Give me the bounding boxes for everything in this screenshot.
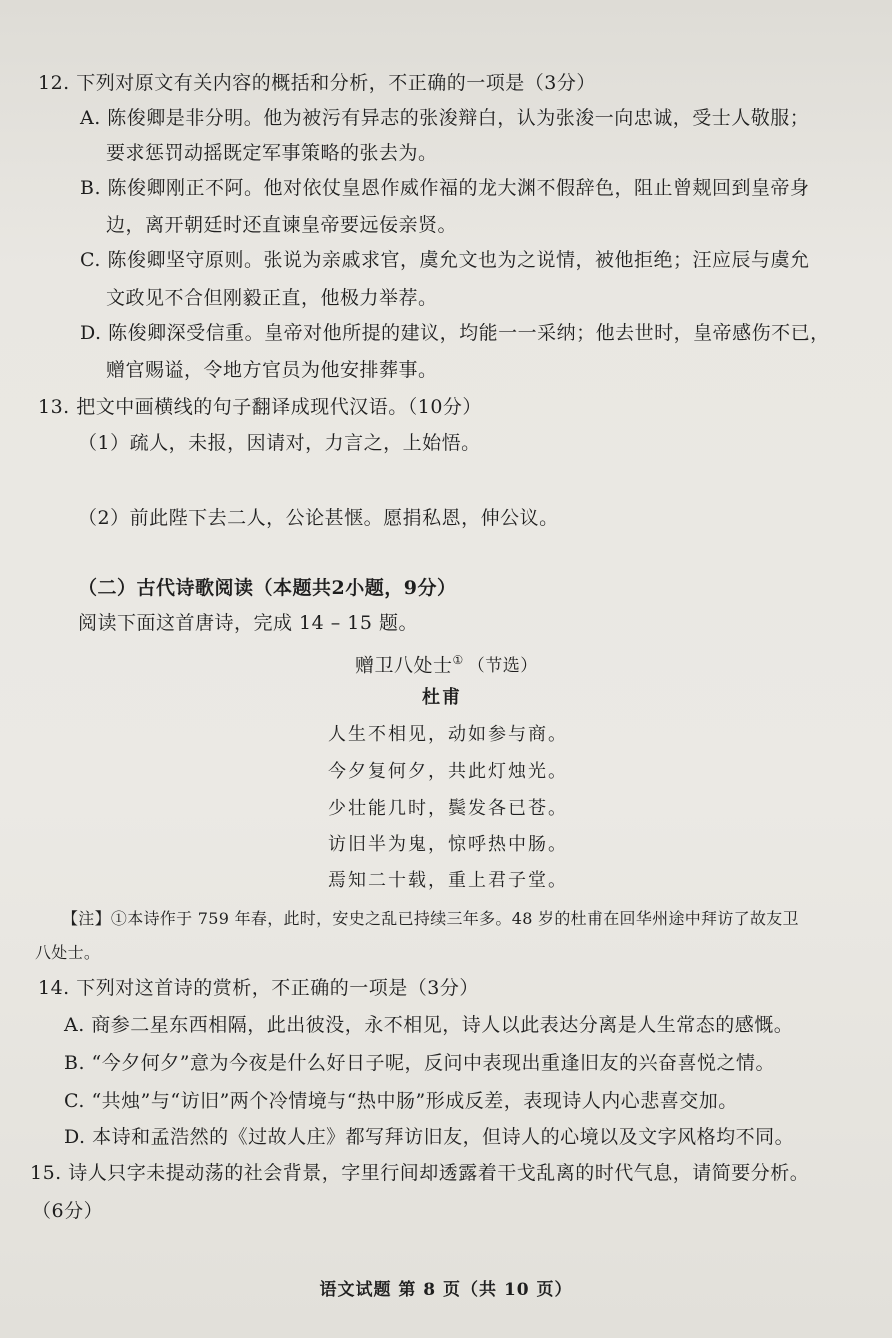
q12-option-c-cont: 文政见不合但刚毅正直，他极力举荐。: [106, 287, 438, 309]
q13-sentence-1: （1）疏人，未报，因请对，力言之，上始悟。: [78, 432, 481, 454]
poem-note-cont: 八处士。: [35, 943, 101, 962]
poem-line: 少壮能几时，鬓发各已苍。: [328, 798, 568, 819]
section-heading: （二）古代诗歌阅读（本题共2小题，9分）: [78, 577, 457, 599]
poem-line: 今夕复何夕，共此灯烛光。: [328, 761, 568, 782]
q15-stem: 15. 诗人只字未提动荡的社会背景，字里行间却透露着干戈乱离的时代气息，请简要分析。: [30, 1162, 810, 1184]
q12-option-b-cont: 边，离开朝廷时还直谏皇帝要远佞亲贤。: [106, 214, 458, 236]
poem-line: 焉知二十载，重上君子堂。: [328, 870, 568, 891]
page-footer: 语文试题 第 8 页（共 10 页）: [319, 1280, 573, 1300]
q12-option-d-cont: 赠官赐谥，令地方官员为他安排葬事。: [106, 359, 438, 381]
q12-option-c: C. 陈俊卿坚守原则。张说为亲戚求官，虞允文也为之说情，被他拒绝；汪应辰与虞允: [80, 249, 810, 271]
q12-option-d: D. 陈俊卿深受信重。皇帝对他所提的建议，均能一一采纳；他去世时，皇帝感伤不已，: [80, 322, 830, 344]
section-intro: 阅读下面这首唐诗，完成 14 – 15 题。: [78, 612, 419, 634]
q14-option-c: C. “共烛”与“访旧”两个冷情境与“热中肠”形成反差，表现诗人内心悲喜交加。: [64, 1090, 738, 1112]
poem-author: 杜甫: [422, 687, 462, 708]
poem-title: [355, 647, 538, 679]
poem-title-text: 赠卫八处士: [355, 654, 453, 677]
q15-stem-cont: （6分）: [32, 1200, 104, 1222]
poem-subtitle: （节选）: [467, 656, 538, 677]
poem-line: 访旧半为鬼，惊呼热中肠。: [328, 834, 568, 855]
poem-note: 【注】①本诗作于 759 年春，此时，安史之乱已持续三年多。48 岁的杜甫在回华州途中拜访了故友卫: [62, 909, 799, 928]
q12-option-b: B. 陈俊卿刚正不阿。他对依仗皇恩作威作福的龙大渊不假辞色，阻止曾觌回到皇帝身: [80, 177, 810, 199]
q14-option-a: A. 商参二星东西相隔，此出彼没，永不相见，诗人以此表达分离是人生常态的感慨。: [64, 1014, 794, 1036]
q13-sentence-2: （2）前此陛下去二人，公论甚惬。愿捐私恩，伸公议。: [78, 507, 559, 529]
q12-stem: 12. 下列对原文有关内容的概括和分析，不正确的一项是（3分）: [38, 72, 596, 94]
q14-option-d: D. 本诗和孟浩然的《过故人庄》都写拜访旧友，但诗人的心境以及文字风格均不同。: [64, 1126, 795, 1148]
q12-option-a: A. 陈俊卿是非分明。他为被污有异志的张浚辩白，认为张浚一向忠诚，受士人敬服；: [80, 107, 810, 129]
poem-footnote-mark: ①: [452, 653, 464, 667]
poem-line: 人生不相见，动如参与商。: [328, 724, 568, 745]
q12-option-a-cont: 要求惩罚动摇既定军事策略的张去为。: [106, 142, 438, 164]
q14-stem: 14. 下列对这首诗的赏析，不正确的一项是（3分）: [38, 977, 479, 999]
q14-option-b: B. “今夕何夕”意为今夜是什么好日子呢，反问中表现出重逢旧友的兴奋喜悦之情。: [64, 1052, 775, 1074]
q13-stem: 13. 把文中画横线的句子翻译成现代汉语。（10分）: [38, 396, 482, 418]
